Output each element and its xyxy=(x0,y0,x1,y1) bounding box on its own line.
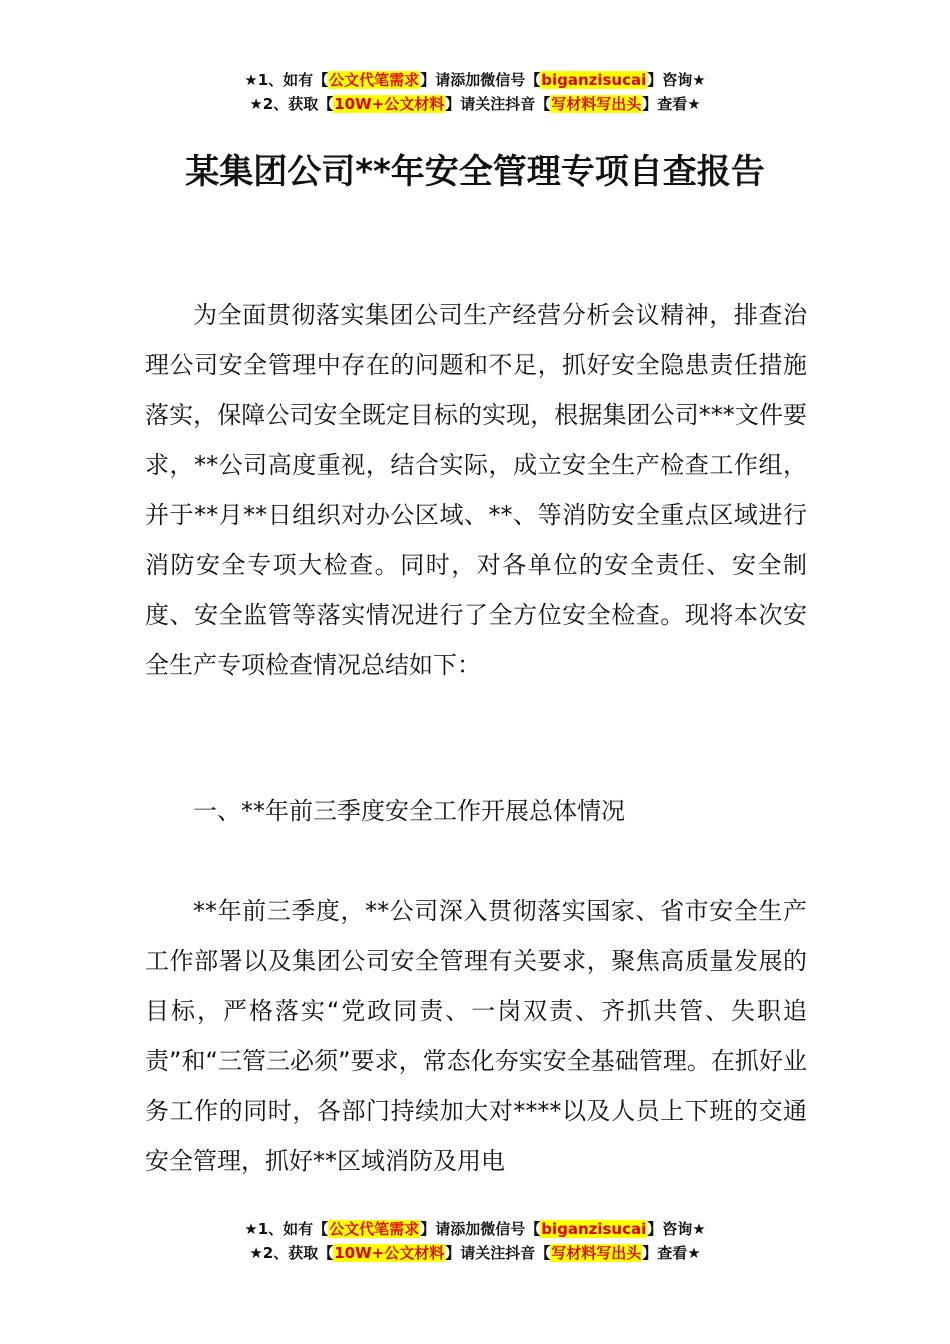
promo-line-2: ★2、获取【10W+公文材料】请关注抖音【写材料写出头】查看★ xyxy=(249,1244,701,1262)
promo-highlight: 写材料写出头 xyxy=(551,1244,642,1262)
promo-highlight: 10W+公文材料 xyxy=(334,95,445,113)
top-promo-banner xyxy=(0,68,950,116)
promo-highlight: 公文代笔需求 xyxy=(329,71,420,89)
promo-highlight: biganzisucai xyxy=(541,71,647,89)
section-heading: 一、**年前三季度安全工作开展总体情况 xyxy=(193,797,625,825)
promo-line-2: ★2、获取【10W+公文材料】请关注抖音【写材料写出头】查看★ xyxy=(249,95,701,113)
intro-paragraph: 为全面贯彻落实集团公司生产经营分析会议精神，排查治理公司安全管理中存在的问题和不足，抓好安全隐患责任措施落实，保障公司安全既定目标的实现，根据集团公司***文件要求，**公司高度重视，结合实际，成立安全生产检查工作组，并于**月**日组织对办公区域、**、等消防安全重点区域进行消防安全专项大检查。同时，对各单位的安全责任、安全制度、安全监管等落实情况进行了全方位安全检查。现将本次安全生产专项检查情况总结如下： xyxy=(145,301,807,679)
promo-highlight: 10W+公文材料 xyxy=(334,1244,445,1262)
promo-line-1: ★1、如有【公文代笔需求】请添加微信号【biganzisucai】咨询★ xyxy=(244,71,706,89)
promo-highlight: 写材料写出头 xyxy=(551,95,642,113)
page-title: 某集团公司**年安全管理专项自查报告 xyxy=(185,152,765,192)
intro-section xyxy=(145,290,807,690)
section-body xyxy=(145,886,807,1186)
bottom-promo-banner xyxy=(0,1217,950,1265)
promo-highlight: 公文代笔需求 xyxy=(329,1220,420,1238)
section-paragraph: **年前三季度，**公司深入贯彻落实国家、省市安全生产工作部署以及集团公司安全管理有关要求，聚焦高质量发展的目标，严格落实“党政同责、一岗双责、齐抓共管、失职追责”和“三管三必须”要求，常态化夯实安全基础管理。在抓好业务工作的同时，各部门持续加大对****以及人员上下班的交通安全管理，抓好**区域消防及用电 xyxy=(145,897,807,1175)
promo-highlight: biganzisucai xyxy=(541,1220,647,1238)
promo-line-1: ★1、如有【公文代笔需求】请添加微信号【biganzisucai】咨询★ xyxy=(244,1220,706,1238)
